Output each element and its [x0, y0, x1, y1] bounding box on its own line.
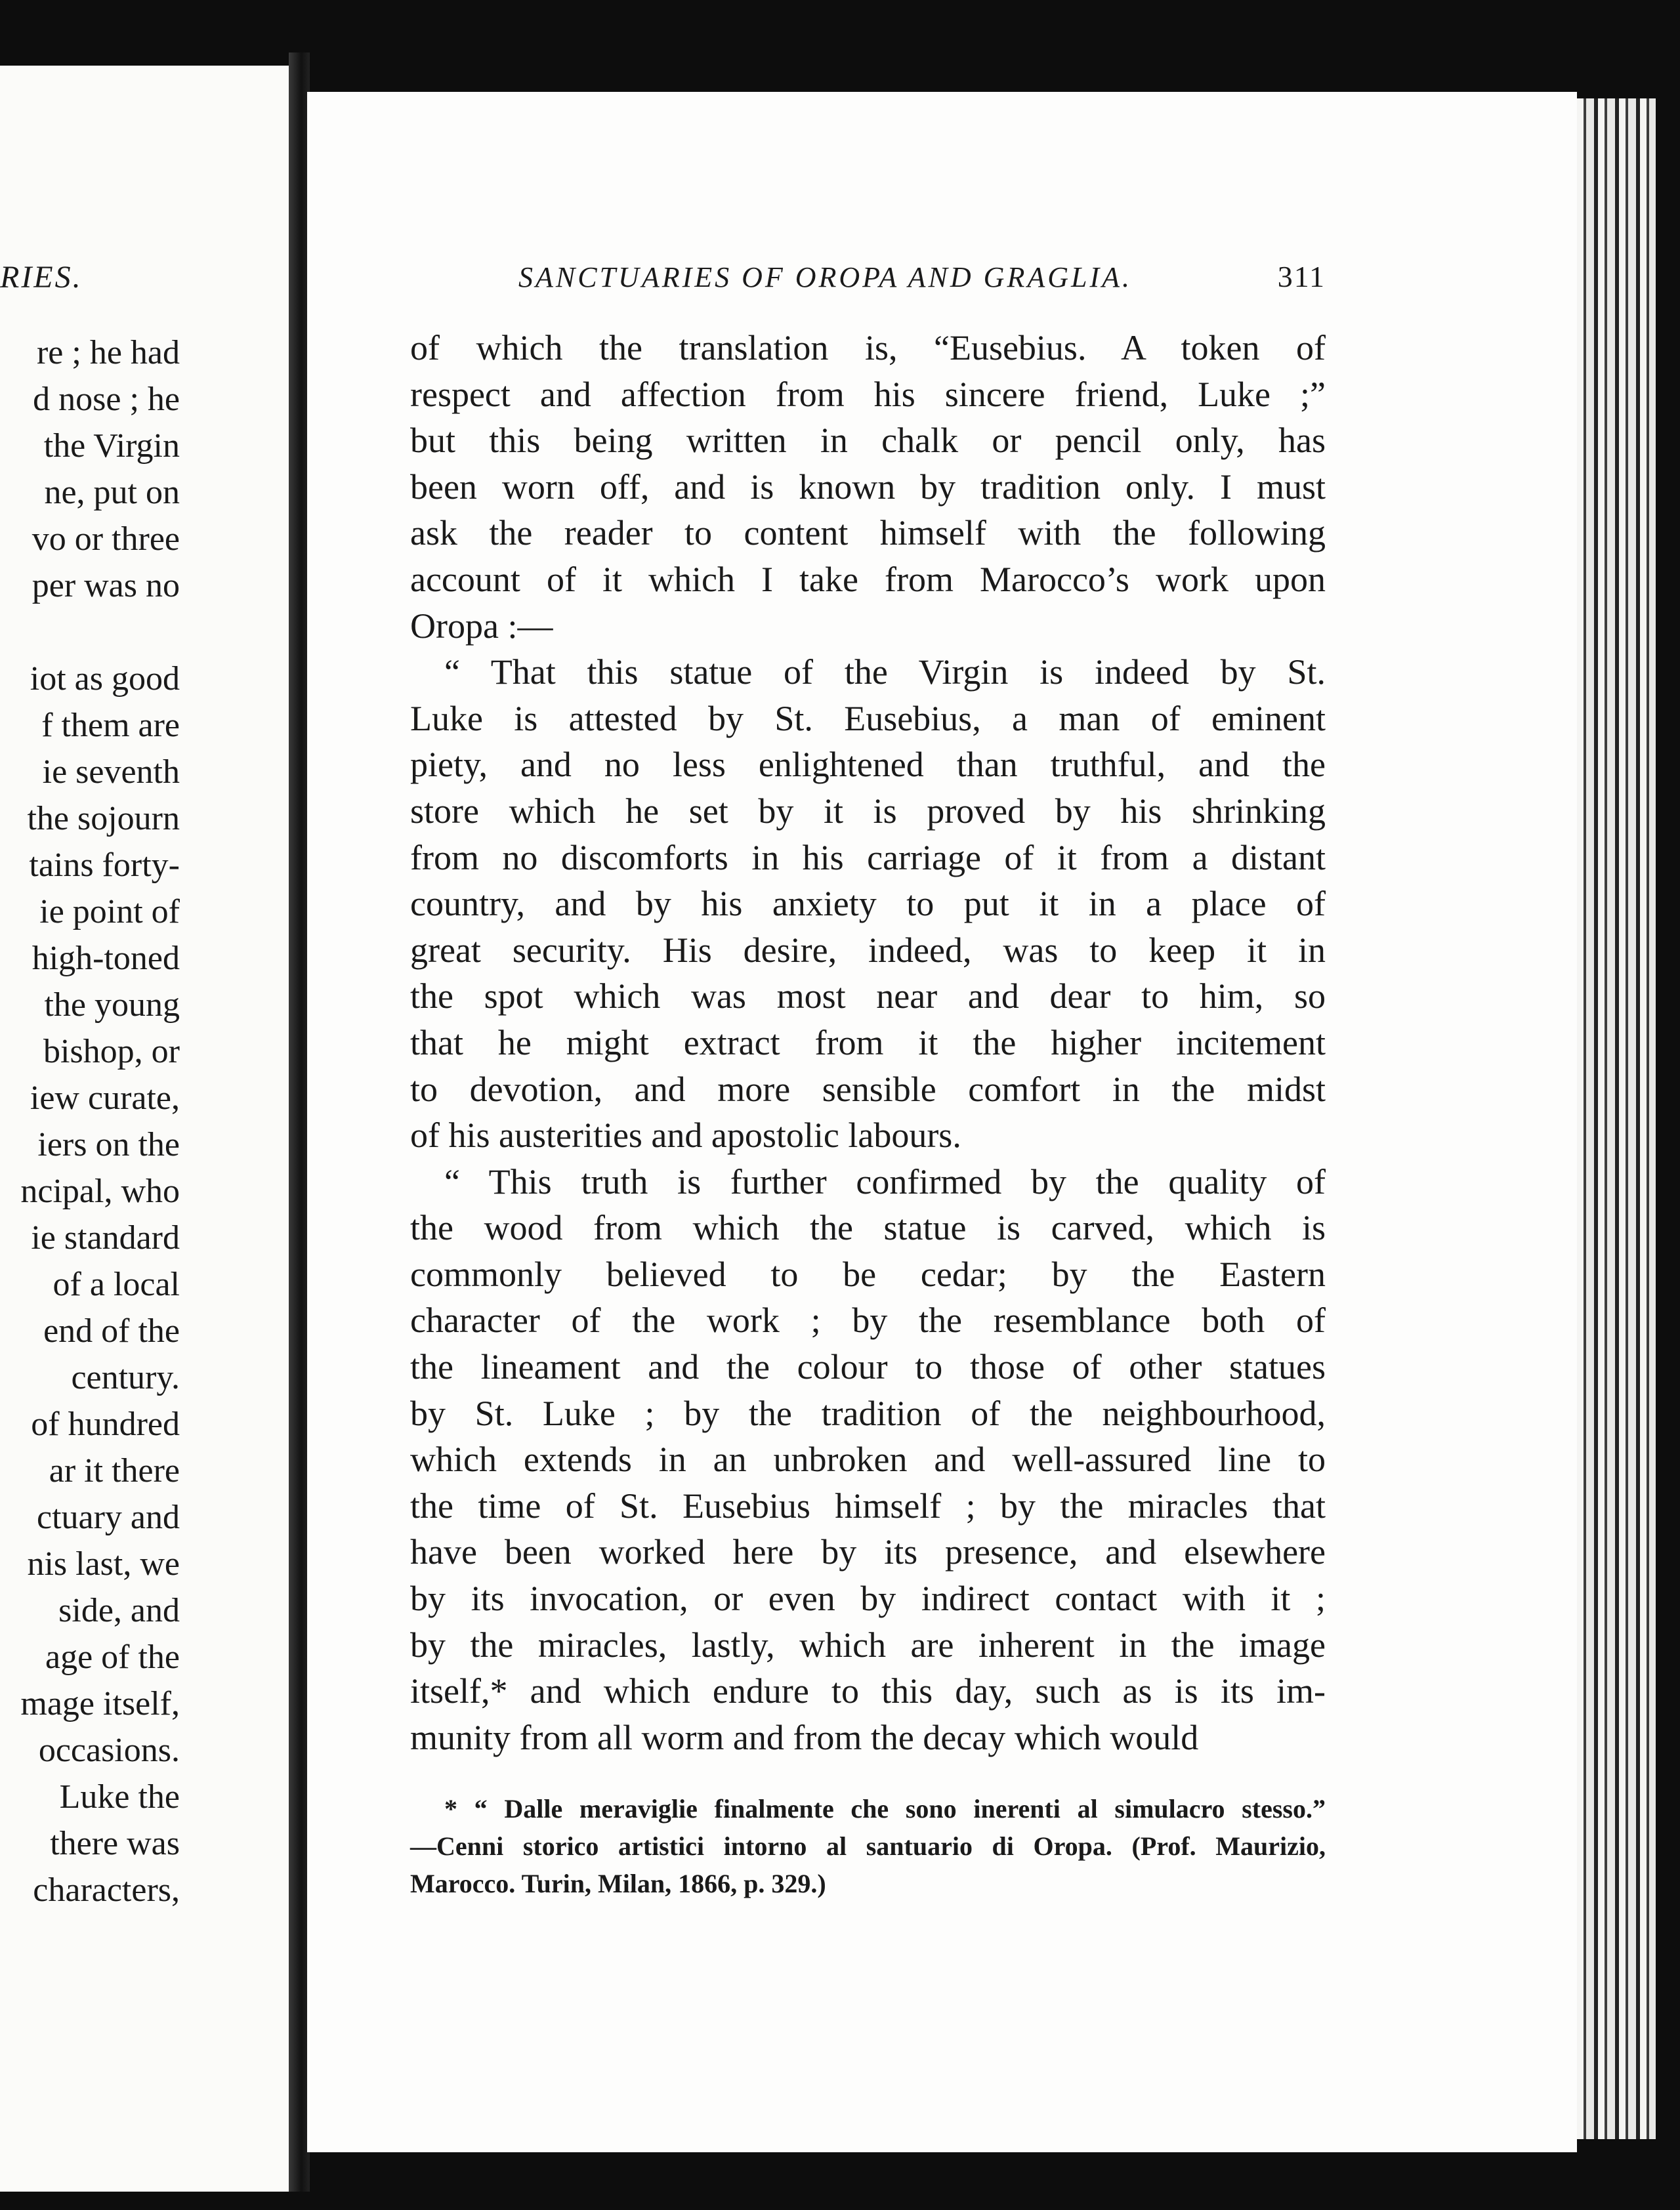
- footnote-line: Marocco. Turin, Milan, 1866, p. 329.): [410, 1869, 826, 1898]
- body-text: [410, 325, 1326, 1761]
- left-page-line: occasions.: [38, 1732, 180, 1769]
- text-line: commonly believed to be cedar; by the Eastern: [410, 1254, 1326, 1294]
- left-page-line: Luke the: [59, 1778, 180, 1816]
- text-line: munity from all worm and from the decay which would: [410, 1717, 1199, 1757]
- text-line: Oropa :—: [410, 606, 553, 646]
- left-page-line: the Virgin: [43, 427, 180, 465]
- left-page-line: end of the: [43, 1312, 180, 1350]
- footnote-line: —Cenni storico artistici intorno al santuario di Oropa. (Prof. Maurizio,: [410, 1831, 1326, 1861]
- left-page-line: characters,: [33, 1871, 180, 1909]
- text-line: but this being written in chalk or pencil only, has: [410, 421, 1326, 461]
- left-page-line: nis last, we: [27, 1545, 180, 1583]
- left-page-line: ncipal, who: [20, 1173, 180, 1210]
- footnote: [410, 1790, 1326, 1902]
- text-line: character of the work ; by the resemblance both of: [410, 1301, 1326, 1341]
- left-page-line: per was no: [32, 567, 180, 604]
- text-line: “ That this statue of the Virgin is indeed by St.: [444, 652, 1326, 692]
- text-line: “ This truth is further confirmed by the quality of: [444, 1161, 1326, 1201]
- text-line: piety, and no less enlightened than truthful, and the: [410, 745, 1326, 785]
- left-page-line: of hundred: [31, 1406, 180, 1443]
- text-line: which extends in an unbroken and well-assured line to: [410, 1440, 1326, 1480]
- text-line: of which the translation is, “Eusebius. A token of: [410, 328, 1326, 367]
- text-line: by the miracles, lastly, which are inherent in the image: [410, 1625, 1326, 1665]
- text-line: by its invocation, or even by indirect contact with it ;: [410, 1579, 1326, 1619]
- text-line: have been worked here by its presence, and elsewhere: [410, 1532, 1326, 1572]
- text-line: from no discomforts in his carriage of it from a distant: [410, 837, 1326, 877]
- left-running-head: RIES.: [0, 260, 83, 295]
- left-page-line: f them are: [41, 707, 180, 744]
- left-page-line: ne, put on: [44, 474, 180, 511]
- page-edges: [1577, 98, 1656, 2139]
- text-line: respect and affection from his sincere friend, Luke ;”: [410, 374, 1326, 414]
- left-page-line: the sojourn: [27, 800, 180, 837]
- text-line: the spot which was most near and dear to him, so: [410, 976, 1326, 1016]
- text-line: that he might extract from it the higher incitement: [410, 1022, 1326, 1062]
- left-page-line: of a local: [52, 1266, 180, 1303]
- left-page-line: the young: [44, 986, 180, 1024]
- left-page-line: vo or three: [32, 520, 180, 558]
- text-line: country, and by his anxiety to put it in a place of: [410, 884, 1326, 924]
- left-page-line: age of the: [45, 1638, 180, 1676]
- left-facing-page: [0, 66, 289, 2192]
- left-page-line: ar it there: [49, 1452, 180, 1490]
- left-page-line: ie point of: [39, 893, 180, 930]
- left-page-line: ie seventh: [42, 753, 180, 791]
- text-line: ask the reader to content himself with the following: [410, 513, 1326, 553]
- text-line: the time of St. Eusebius himself ; by the miracles that: [410, 1486, 1326, 1526]
- text-line: to devotion, and more sensible comfort in the midst: [410, 1069, 1326, 1109]
- left-page-line: iot as good: [30, 660, 180, 698]
- text-line: itself,* and which endure to this day, such as is its im-: [410, 1671, 1326, 1711]
- left-page-line: high-toned: [32, 940, 180, 977]
- page-header: [518, 259, 1326, 294]
- left-page-line: mage itself,: [20, 1685, 180, 1722]
- left-page-line: d nose ; he: [33, 381, 180, 418]
- text-line: store which he set by it is proved by his shrinking: [410, 791, 1326, 831]
- text-line: account of it which I take from Marocco’s work upon: [410, 559, 1326, 599]
- footnote-line: * “ Dalle meraviglie finalmente che sono inerenti al simulacro stesso.”: [444, 1794, 1326, 1824]
- text-line: of his austerities and apostolic labours.: [410, 1115, 961, 1156]
- left-page-line: ctuary and: [36, 1499, 180, 1536]
- left-page-line: tains forty-: [29, 846, 180, 884]
- left-page-line: bishop, or: [43, 1033, 180, 1070]
- left-page-line: re ; he had: [36, 334, 180, 371]
- left-page-line: iers on the: [37, 1126, 180, 1163]
- left-page-line: side, and: [58, 1592, 180, 1629]
- text-line: Luke is attested by St. Eusebius, a man of eminent: [410, 698, 1326, 738]
- text-line: the lineament and the colour to those of other statues: [410, 1347, 1326, 1387]
- text-line: great security. His desire, indeed, was to keep it in: [410, 930, 1326, 970]
- left-page-text: [0, 329, 180, 1913]
- left-page-line: iew curate,: [30, 1079, 180, 1117]
- left-page-line: [0, 609, 180, 656]
- left-page-line: there was: [50, 1825, 180, 1862]
- text-line: the wood from which the statue is carved, which is: [410, 1208, 1326, 1248]
- text-line: been worn off, and is known by tradition only. I must: [410, 467, 1326, 507]
- running-title: SANCTUARIES OF OROPA AND GRAGLIA.: [518, 261, 1132, 293]
- text-line: by St. Luke ; by the tradition of the neighbourhood,: [410, 1393, 1326, 1433]
- left-page-line: century.: [71, 1359, 180, 1396]
- left-page-line: ie standard: [31, 1219, 180, 1257]
- page-number: 311: [1277, 260, 1326, 293]
